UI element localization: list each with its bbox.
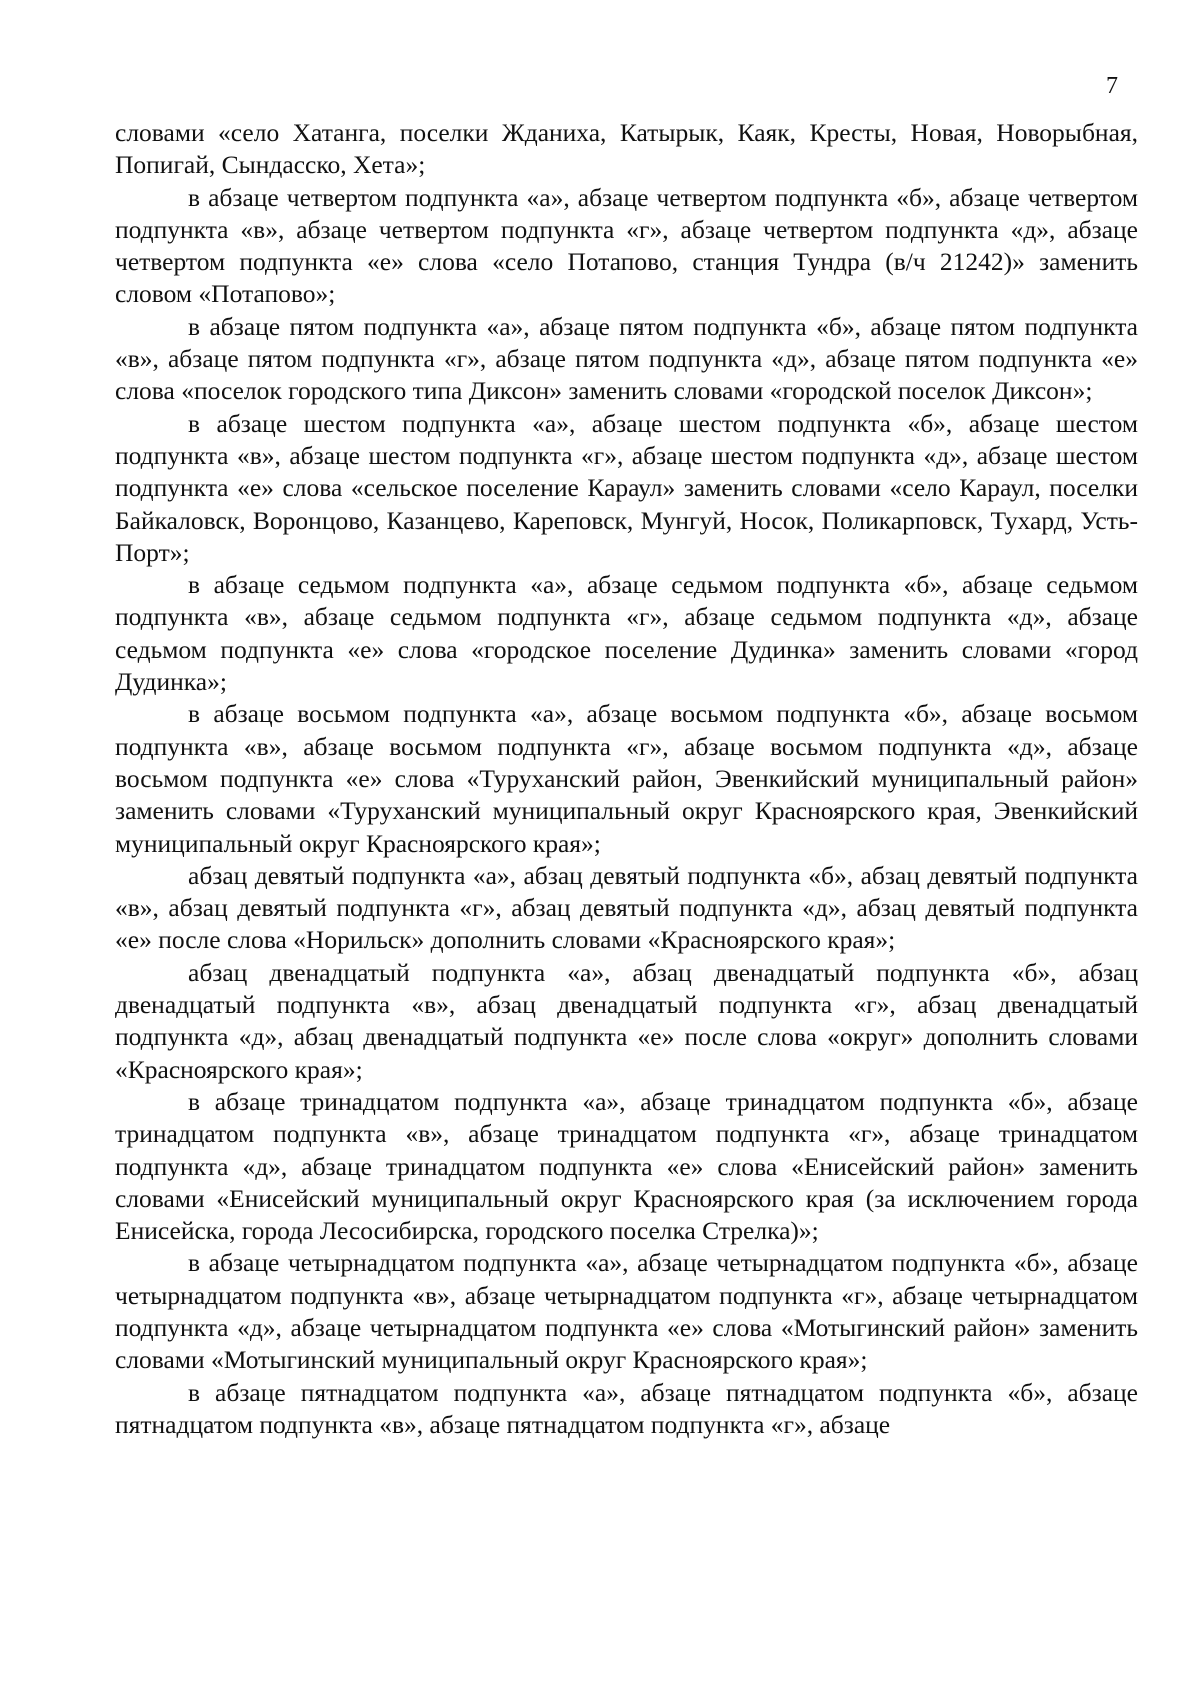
paragraph: в абзаце пятнадцатом подпункта «а», абзаце пятнадцатом подпункта «б», абзаце пятнадцатом подпункта «в», абзаце пятнадцатом подпункта «г», абзаце bbox=[115, 1377, 1138, 1439]
document-body bbox=[115, 117, 1138, 1441]
paragraph: в абзаце шестом подпункта «а», абзаце шестом подпункта «б», абзаце шестом подпункта «в», абзаце шестом подпункта «г», абзаце шестом подпункта «д», абзаце шестом подпункта «е» слова «сельское поселение Караул» заменить словами «село Караул, поселки Байкаловск, Воронцово, Казанцево, Кареповск, Мунгуй, Носок, Поликарповск, Тухард, Усть-Порт»; bbox=[115, 408, 1138, 567]
paragraph: в абзаце пятом подпункта «а», абзаце пятом подпункта «б», абзаце пятом подпункта «в», абзаце пятом подпункта «г», абзаце пятом подпункта «д», абзаце пятом подпункта «е» слова «поселок городского типа Диксон» заменить словами «городской поселок Диксон»; bbox=[115, 311, 1138, 406]
paragraph: абзац девятый подпункта «а», абзац девятый подпункта «б», абзац девятый подпункта «в», абзац девятый подпункта «г», абзац девятый подпункта «д», абзац девятый подпункта «е» после слова «Норильск» дополнить словами «Красноярского края»; bbox=[115, 860, 1138, 955]
page-number: 7 bbox=[1106, 73, 1118, 99]
paragraph: в абзаце восьмом подпункта «а», абзаце восьмом подпункта «б», абзаце восьмом подпункта «в», абзаце восьмом подпункта «г», абзаце восьмом подпункта «д», абзаце восьмом подпункта «е» слова «Туруханский район, Эвенкийский муниципальный район» заменить словами «Туруханский муниципальный округ Красноярского края, Эвенкийский муниципальный округ Красноярского края»; bbox=[115, 699, 1138, 858]
paragraph: в абзаце седьмом подпункта «а», абзаце седьмом подпункта «б», абзаце седьмом подпункта «в», абзаце седьмом подпункта «г», абзаце седьмом подпункта «д», абзаце седьмом подпункта «е» слова «городское поселение Дудинка» заменить словами «город Дудинка»; bbox=[115, 570, 1138, 697]
paragraph: в абзаце четвертом подпункта «а», абзаце четвертом подпункта «б», абзаце четвертом подпункта «в», абзаце четвертом подпункта «г», абзаце четвертом подпункта «д», абзаце четвертом подпункта «е» слова «село Потапово, станция Тундра (в/ч 21242)» заменить словом «Потапово»; bbox=[115, 182, 1138, 309]
paragraph: в абзаце тринадцатом подпункта «а», абзаце тринадцатом подпункта «б», абзаце тринадцатом подпункта «в», абзаце тринадцатом подпункта «г», абзаце тринадцатом подпункта «д», абзаце тринадцатом подпункта «е» слова «Енисейский район» заменить словами «Енисейский муниципальный округ Красноярского края (за исключением города Енисейска, города Лесосибирска, городского поселка Стрелка)»; bbox=[115, 1086, 1138, 1246]
paragraph: абзац двенадцатый подпункта «а», абзац двенадцатый подпункта «б», абзац двенадцатый подпункта «в», абзац двенадцатый подпункта «г», абзац двенадцатый подпункта «д», абзац двенадцатый подпункта «е» после слова «округ» дополнить словами «Красноярского края»; bbox=[115, 957, 1138, 1084]
paragraph: в абзаце четырнадцатом подпункта «а», абзаце четырнадцатом подпункта «б», абзаце четырнадцатом подпункта «в», абзаце четырнадцатом подпункта «г», абзаце четырнадцатом подпункта «д», абзаце четырнадцатом подпункта «е» слова «Мотыгинский район» заменить словами «Мотыгинский муниципальный округ Красноярского края»; bbox=[115, 1248, 1138, 1375]
paragraph: словами «село Хатанга, поселки Жданиха, Катырык, Каяк, Кресты, Новая, Новорыбная, Попигай, Сындасско, Хета»; bbox=[115, 118, 1138, 180]
